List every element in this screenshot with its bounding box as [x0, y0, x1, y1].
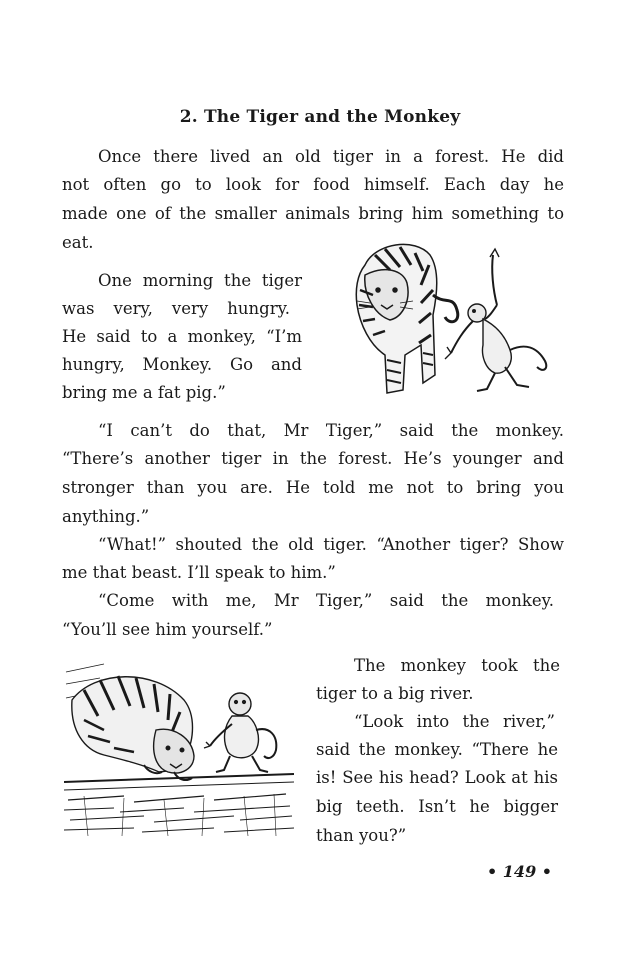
text-line: One morning the tiger: [98, 271, 302, 290]
text-line: is! See his head? Look at his: [316, 768, 558, 787]
tiger-at-river-illustration: [64, 660, 294, 840]
text-line: bring me a fat pig.”: [62, 383, 226, 402]
text-line: tiger to a big river.: [316, 684, 474, 703]
text-line: than you?”: [316, 826, 407, 845]
text-line: The monkey took the: [354, 656, 560, 675]
text-line: big teeth. Isn’t he bigger: [316, 797, 558, 816]
text-line: eat.: [62, 233, 94, 252]
tiger-figure: [356, 244, 458, 393]
tiger-and-monkey-illustration: [345, 235, 560, 400]
text-line: Once there lived an old tiger in a forest. He did: [98, 147, 564, 166]
text-line: not often go to look for food himself. Each day he: [62, 175, 564, 194]
text-line: hungry, Monkey. Go and: [62, 355, 302, 374]
text-line: “I can’t do that, Mr Tiger,” said the monkey.: [98, 421, 564, 440]
monkey-figure: [445, 249, 546, 391]
text-line: “There’s another tiger in the forest. He’s younger and: [62, 449, 564, 468]
river-bank-figure: [64, 774, 294, 836]
page-number: • 149 •: [487, 862, 552, 881]
tiger-crouching-figure: [66, 664, 194, 780]
text-line: was very, very hungry.: [62, 299, 290, 318]
text-line: stronger than you are. He told me not to bring you: [62, 478, 564, 497]
text-line: “You’ll see him yourself.”: [62, 620, 273, 639]
text-line: me that beast. I’ll speak to him.”: [62, 563, 336, 582]
text-line: “Look into the river,”: [354, 712, 555, 731]
text-line: He said to a monkey, “I’m: [62, 327, 302, 346]
text-line: said the monkey. “There he: [316, 740, 558, 759]
text-line: anything.”: [62, 507, 150, 526]
text-line: “Come with me, Mr Tiger,” said the monkey.: [98, 591, 554, 610]
text-line: “What!” shouted the old tiger. “Another tiger? Show: [98, 535, 564, 554]
monkey-sitting-figure: [204, 693, 276, 772]
chapter-title: 2. The Tiger and the Monkey: [179, 107, 461, 127]
text-line: made one of the smaller animals bring him something to: [62, 204, 564, 223]
